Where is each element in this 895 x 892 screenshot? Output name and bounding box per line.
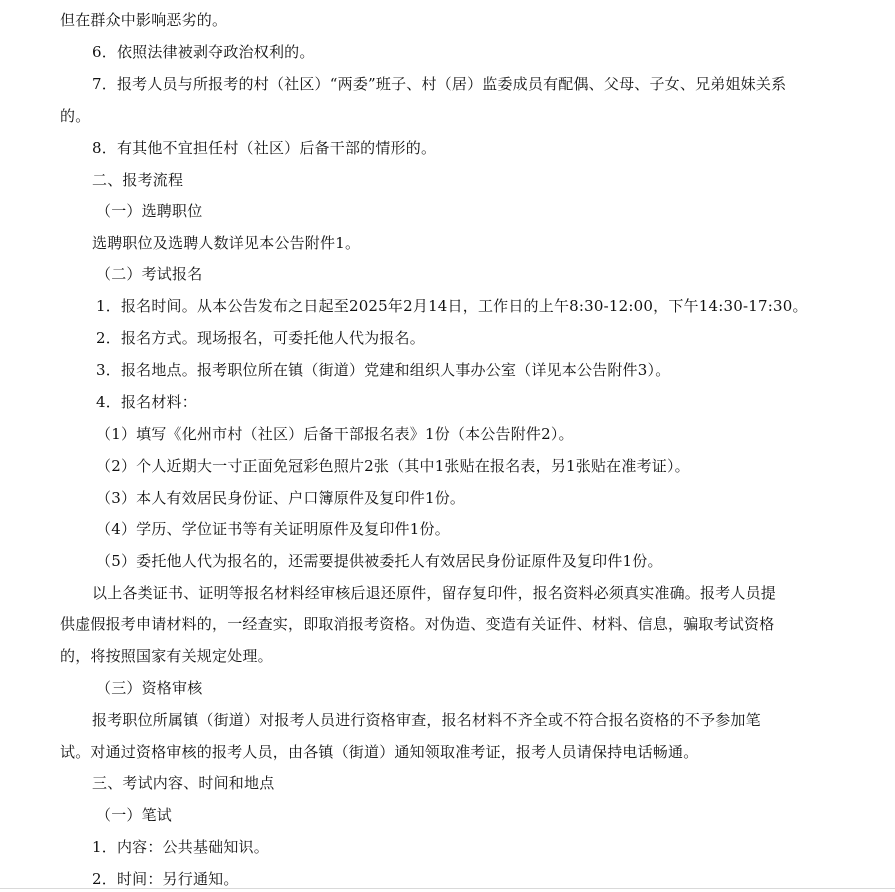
text-line: 1．内容：公共基础知识。 bbox=[92, 838, 269, 856]
text-line: 但在群众中影响恶劣的。 bbox=[60, 11, 228, 29]
section-heading: 三、考试内容、时间和地点 bbox=[92, 774, 275, 792]
text-line: 6．依照法律被剥夺政治权利的。 bbox=[92, 43, 315, 61]
page-divider bbox=[0, 888, 895, 889]
text-line: （1）填写《化州市村（社区）后备干部报名表》1份（本公告附件2）。 bbox=[96, 425, 574, 443]
text-line: 试。对通过资格审核的报考人员，由各镇（街道）通知领取准考证，报考人员请保持电话畅通。 bbox=[60, 743, 699, 761]
subsection-heading: （二）考试报名 bbox=[96, 265, 203, 283]
text-line: 供虚假报考申请材料的，一经查实，即取消报考资格。对伪造、变造有关证件、材料、信息，骗取考试资格 bbox=[60, 615, 775, 633]
text-line: 以上各类证书、证明等报名材料经审核后退还原件，留存复印件，报名资料必须真实准确。报考人员提 bbox=[92, 584, 777, 602]
text-line: 选聘职位及选聘人数详见本公告附件1。 bbox=[92, 234, 361, 252]
subsection-heading: （三）资格审核 bbox=[96, 679, 203, 697]
text-line: 2．时间：另行通知。 bbox=[92, 870, 239, 888]
subsection-heading: （一）选聘职位 bbox=[96, 202, 203, 220]
text-line: （5）委托他人代为报名的，还需要提供被委托人有效居民身份证原件及复印件1份。 bbox=[96, 552, 663, 570]
text-line: （2）个人近期大一寸正面免冠彩色照片2张（其中1张贴在报名表，另1张贴在准考证）。 bbox=[96, 457, 690, 475]
text-line: 3．报名地点。报考职位所在镇（街道）党建和组织人事办公室（详见本公告附件3）。 bbox=[96, 361, 671, 379]
text-line: 2．报名方式。现场报名，可委托他人代为报名。 bbox=[96, 329, 425, 347]
text-line: 报考职位所属镇（街道）对报考人员进行资格审查，报名材料不齐全或不符合报名资格的不予参加笔 bbox=[92, 711, 761, 729]
subsection-heading: （一）笔试 bbox=[96, 806, 173, 824]
text-line: 7．报考人员与所报考的村（社区）“两委”班子、村（居）监委成员有配偶、父母、子女、兄弟姐妹关系 bbox=[92, 75, 787, 93]
text-line: 4．报名材料： bbox=[96, 393, 197, 411]
text-line: （4）学历、学位证书等有关证明原件及复印件1份。 bbox=[96, 520, 450, 538]
text-line: 的。 bbox=[60, 107, 91, 125]
section-heading: 二、报考流程 bbox=[92, 171, 184, 189]
text-line: 1．报名时间。从本公告发布之日起至2025年2月14日，工作日的上午8:30-12:00，下午14:30-17:30。 bbox=[96, 297, 808, 315]
text-line: 8．有其他不宜担任村（社区）后备干部的情形的。 bbox=[92, 139, 437, 157]
text-line: 的，将按照国家有关规定处理。 bbox=[60, 647, 273, 665]
text-line: （3）本人有效居民身份证、户口簿原件及复印件1份。 bbox=[96, 489, 466, 507]
